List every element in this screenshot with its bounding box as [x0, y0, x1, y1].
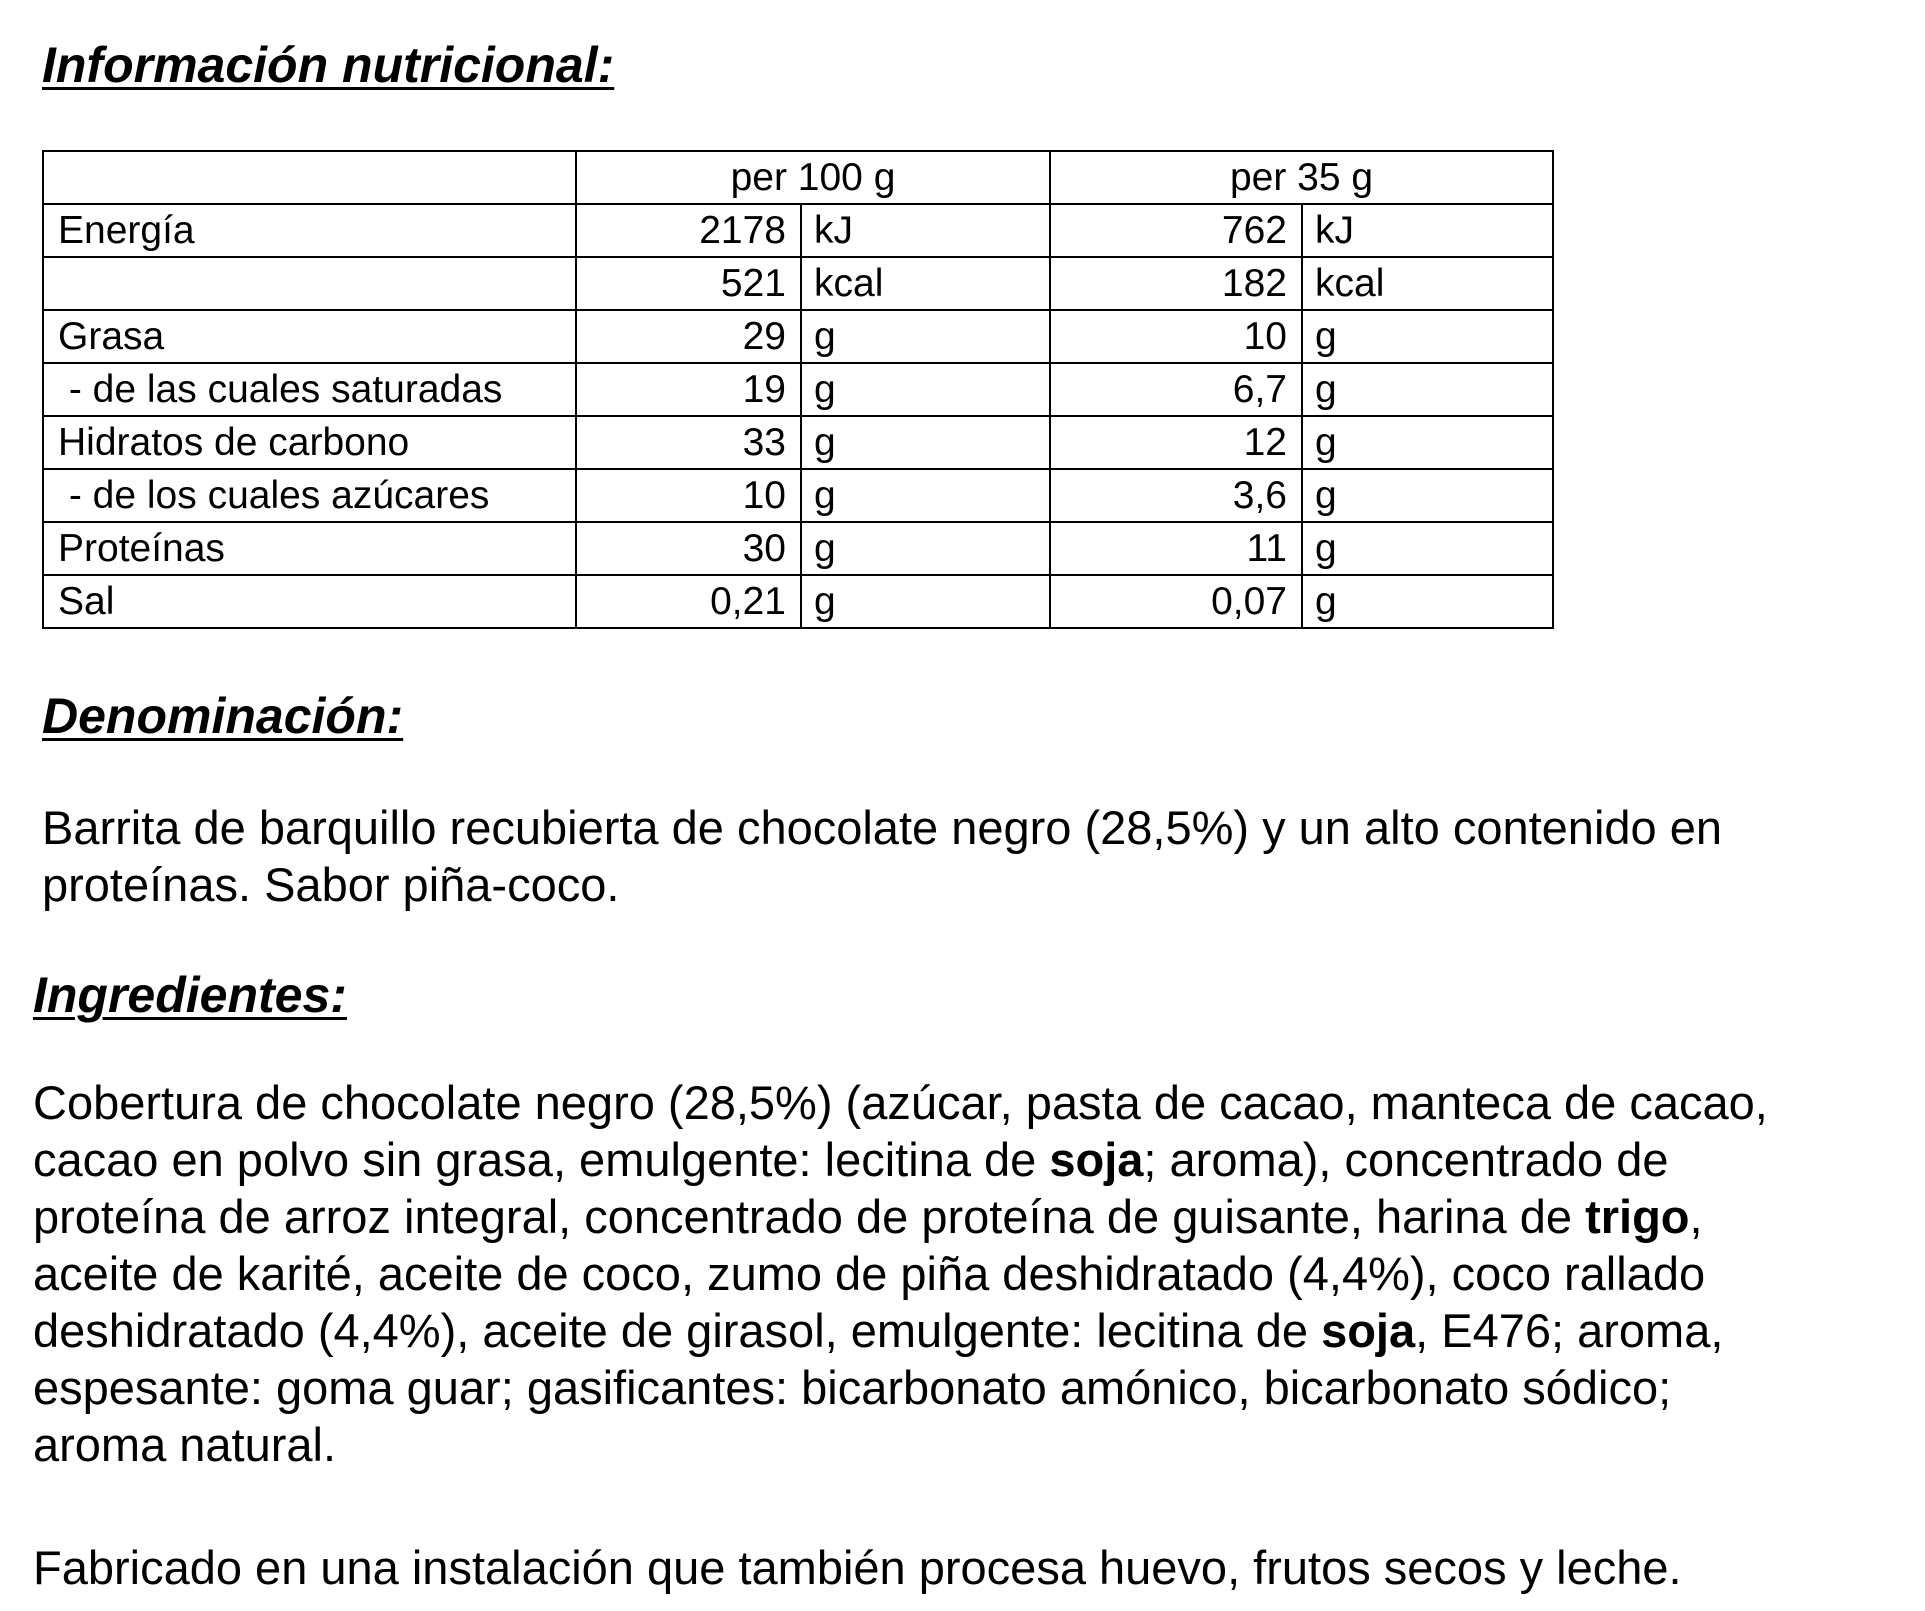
- ingredients-heading: Ingredientes:: [33, 967, 347, 1023]
- ingredients-text-run: ; aroma), concentrado de: [1143, 1133, 1669, 1186]
- nutrient-label: [43, 257, 576, 310]
- nutrient-label: Sal: [43, 575, 576, 628]
- value-per-100g: 10: [576, 469, 801, 522]
- unit-per-35g: g: [1302, 416, 1553, 469]
- denomination-heading: Denominación:: [42, 688, 404, 744]
- unit-per-100g: g: [801, 469, 1050, 522]
- value-per-100g: 521: [576, 257, 801, 310]
- table-header-row: [43, 151, 1553, 204]
- unit-per-35g: g: [1302, 522, 1553, 575]
- value-per-35g: 10: [1050, 310, 1302, 363]
- unit-per-35g: kcal: [1302, 257, 1553, 310]
- denomination-line: proteínas. Sabor piña-coco.: [42, 858, 620, 911]
- ingredients-text-run: ,: [1689, 1190, 1703, 1243]
- unit-per-100g: g: [801, 310, 1050, 363]
- nutrient-label: - de las cuales saturadas: [43, 363, 576, 416]
- unit-per-100g: g: [801, 416, 1050, 469]
- value-per-100g: 0,21: [576, 575, 801, 628]
- denomination-text: [42, 799, 1722, 913]
- value-per-100g: 30: [576, 522, 801, 575]
- nutrition-table: [42, 150, 1554, 629]
- value-per-35g: 182: [1050, 257, 1302, 310]
- header-per-100g: per 100 g: [576, 151, 1050, 204]
- value-per-35g: 762: [1050, 204, 1302, 257]
- ingredients-line: espesante: goma guar; gasificantes: bicarbonato amónico, bicarbonato sódico;: [33, 1361, 1672, 1414]
- nutrient-label: Proteínas: [43, 522, 576, 575]
- nutrient-label: Hidratos de carbono: [43, 416, 576, 469]
- ingredients-line: [33, 1188, 1768, 1245]
- unit-per-100g: kcal: [801, 257, 1050, 310]
- header-per-35g: per 35 g: [1050, 151, 1553, 204]
- table-row: [43, 363, 1553, 416]
- ingredients-line: Cobertura de chocolate negro (28,5%) (azúcar, pasta de cacao, manteca de cacao,: [33, 1076, 1768, 1129]
- nutrient-label: Energía: [43, 204, 576, 257]
- ingredients-text-run: , E476; aroma,: [1415, 1304, 1724, 1357]
- value-per-100g: 19: [576, 363, 801, 416]
- ingredients-text-run: deshidratado (4,4%), aceite de girasol, emulgente: lecitina de: [33, 1304, 1322, 1357]
- ingredients-text: [33, 1074, 1768, 1473]
- value-per-35g: 6,7: [1050, 363, 1302, 416]
- unit-per-100g: kJ: [801, 204, 1050, 257]
- unit-per-35g: kJ: [1302, 204, 1553, 257]
- unit-per-35g: g: [1302, 469, 1553, 522]
- ingredients-line: [33, 1302, 1768, 1359]
- table-row: [43, 575, 1553, 628]
- value-per-35g: 0,07: [1050, 575, 1302, 628]
- table-row: [43, 204, 1553, 257]
- unit-per-100g: g: [801, 363, 1050, 416]
- table-row: [43, 469, 1553, 522]
- unit-per-35g: g: [1302, 363, 1553, 416]
- value-per-100g: 29: [576, 310, 801, 363]
- allergen-soja: soja: [1321, 1304, 1416, 1357]
- value-per-35g: 11: [1050, 522, 1302, 575]
- nutrient-label: - de los cuales azúcares: [43, 469, 576, 522]
- value-per-100g: 2178: [576, 204, 801, 257]
- table-row: [43, 416, 1553, 469]
- ingredients-text-run: cacao en polvo sin grasa, emulgente: lecitina de: [33, 1133, 1050, 1186]
- value-per-35g: 12: [1050, 416, 1302, 469]
- header-blank-cell: [43, 151, 576, 204]
- unit-per-35g: g: [1302, 310, 1553, 363]
- table-row: [43, 522, 1553, 575]
- unit-per-35g: g: [1302, 575, 1553, 628]
- nutrition-heading: Información nutricional:: [42, 37, 615, 93]
- ingredients-line: aceite de karité, aceite de coco, zumo de piña deshidratado (4,4%), coco rallado: [33, 1247, 1706, 1300]
- nutrient-label: Grasa: [43, 310, 576, 363]
- unit-per-100g: g: [801, 522, 1050, 575]
- ingredients-line: aroma natural.: [33, 1418, 337, 1471]
- value-per-35g: 3,6: [1050, 469, 1302, 522]
- allergen-trigo: trigo: [1585, 1190, 1690, 1243]
- ingredients-line: [33, 1131, 1768, 1188]
- ingredients-text-run: proteína de arroz integral, concentrado de proteína de guisante, harina de: [33, 1190, 1586, 1243]
- value-per-100g: 33: [576, 416, 801, 469]
- unit-per-100g: g: [801, 575, 1050, 628]
- table-row: [43, 310, 1553, 363]
- allergen-soja: soja: [1049, 1133, 1144, 1186]
- table-row: [43, 257, 1553, 310]
- denomination-line: Barrita de barquillo recubierta de chocolate negro (28,5%) y un alto contenido en: [42, 801, 1722, 854]
- manufacturing-note: Fabricado en una instalación que también procesa huevo, frutos secos y leche.: [33, 1541, 1682, 1594]
